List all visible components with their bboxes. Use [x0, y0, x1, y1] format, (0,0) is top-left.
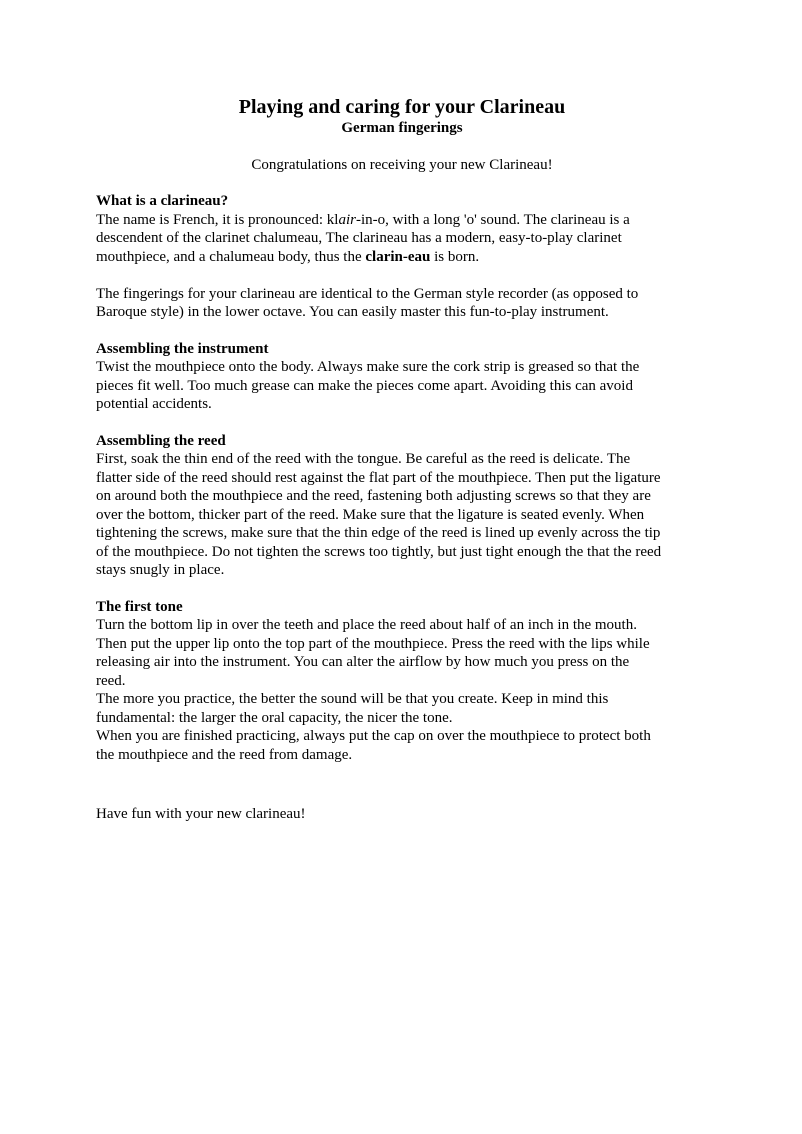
italic-syllable: air	[338, 211, 356, 228]
paragraph-line: the mouthpiece and the reed from damage.	[96, 746, 353, 763]
bold-term: clarin-eau	[365, 248, 431, 265]
paragraph	[96, 450, 708, 580]
paragraph	[96, 211, 708, 267]
paragraph-line: pieces fit well. Too much grease can make the pieces come apart. Avoiding this can avoid	[96, 377, 633, 394]
paragraph-line: reed.	[96, 672, 126, 689]
section-what-is	[96, 192, 708, 322]
paragraph-line: The more you practice, the better the sound will be that you create. Keep in mind this	[96, 691, 609, 707]
paragraph-line: Turn the bottom lip in over the teeth and place the reed about half of an inch in the mouth.	[96, 617, 637, 633]
paragraph-line: stays snugly in place.	[96, 562, 225, 578]
paragraph-line: mouthpiece, and a chalumeau body, thus the clarin-eau is born.	[96, 248, 480, 265]
paragraph-line: The name is French, it is pronounced: klair-in-o, with a long 'o' sound. The clarineau is a	[96, 211, 630, 228]
section-heading: The first tone	[96, 598, 183, 615]
paragraph-line: tightening the screws, make sure that the thin edge of the reed is lined up evenly across the tip	[96, 525, 661, 541]
paragraph-line: Then put the upper lip onto the top part of the mouthpiece. Press the reed with the lips while	[96, 635, 650, 652]
paragraph-line: over the bottom, thicker part of the reed. Make sure that the ligature is seated evenly. When	[96, 506, 645, 523]
section-heading: Assembling the reed	[96, 432, 226, 449]
section-heading: Assembling the instrument	[96, 340, 269, 357]
paragraph	[96, 285, 708, 322]
paragraph-line: When you are finished practicing, always put the cap on over the mouthpiece to protect both	[96, 728, 651, 744]
document-page	[96, 94, 708, 822]
paragraph-line: First, soak the thin end of the reed with the tongue. Be careful as the reed is delicate. The	[96, 451, 631, 467]
document-subtitle: German fingerings	[341, 120, 463, 136]
paragraph	[96, 358, 708, 414]
paragraph-line: flatter side of the reed should rest against the flat part of the mouthpiece. Then put the ligature	[96, 469, 661, 486]
document-title: Playing and caring for your Clarineau	[238, 96, 566, 118]
section-assembling-instrument	[96, 340, 708, 414]
section-first-tone	[96, 598, 708, 765]
paragraph-line: The fingerings for your clarineau are identical to the German style recorder (as opposed to	[96, 285, 639, 302]
paragraph	[96, 616, 708, 764]
paragraph-line: on around both the mouthpiece and the reed, fastening both adjusting screws so that they are	[96, 488, 651, 504]
section-assembling-reed	[96, 432, 708, 580]
section-heading: What is a clarineau?	[96, 193, 229, 209]
paragraph-line: Twist the mouthpiece onto the body. Always make sure the cork strip is greased so that the	[96, 359, 640, 375]
paragraph-line: fundamental: the larger the oral capacity, the nicer the tone.	[96, 709, 453, 726]
paragraph-line: releasing air into the instrument. You can alter the airflow by how much you press on the	[96, 654, 630, 670]
paragraph-line: potential accidents.	[96, 396, 212, 412]
closing-line: Have fun with your new clarineau!	[96, 806, 306, 822]
greeting-line: Congratulations on receiving your new Clarineau!	[251, 157, 553, 173]
paragraph-line: Baroque style) in the lower octave. You can easily master this fun-to-play instrument.	[96, 304, 609, 320]
paragraph-line: descendent of the clarinet chalumeau, The clarineau has a modern, easy-to-play clarinet	[96, 230, 622, 246]
paragraph-line: of the mouthpiece. Do not tighten the screws too tightly, but just tight enough the that the reed	[96, 543, 662, 560]
